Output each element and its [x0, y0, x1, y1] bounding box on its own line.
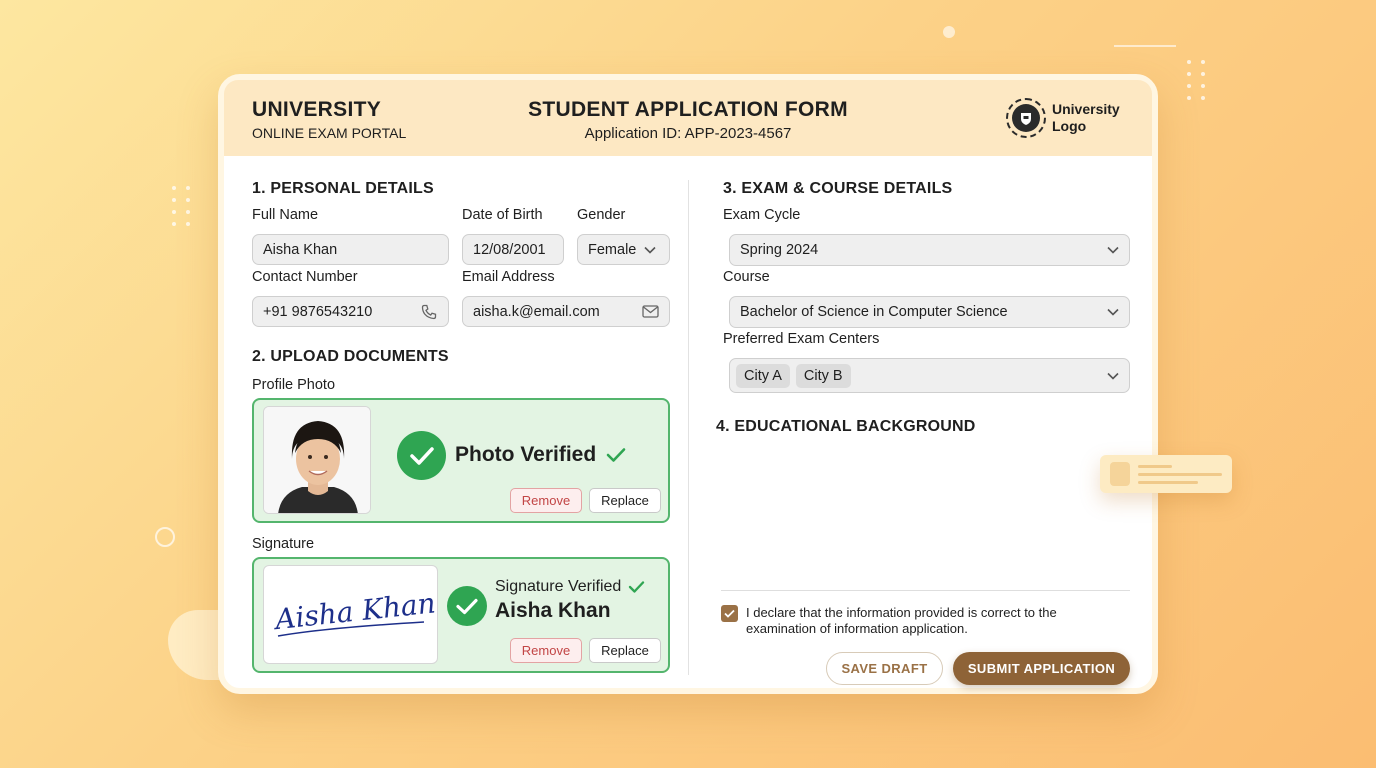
decor-ring: [155, 527, 175, 547]
signature-script: Aisha Khan: [273, 586, 438, 637]
section-divider: [721, 590, 1130, 591]
chevron-down-icon: [1107, 308, 1119, 316]
application-form-card: [218, 74, 1158, 694]
photo-verified-status: [455, 443, 626, 467]
decor-dot-grid: [1187, 60, 1205, 100]
application-id: Application ID: APP-2023-4567: [584, 125, 792, 142]
chevron-down-icon: [1107, 246, 1119, 254]
replace-photo-button[interactable]: Replace: [589, 488, 661, 513]
signature-name: Aisha Khan: [495, 599, 611, 622]
brand-subtitle: ONLINE EXAM PORTAL: [252, 125, 407, 141]
save-draft-button[interactable]: SAVE DRAFT: [826, 652, 943, 685]
profile-photo-label: Profile Photo: [252, 377, 336, 393]
profile-photo: [263, 406, 371, 514]
contact-label: Contact Number: [252, 269, 358, 285]
check-icon: [606, 447, 626, 463]
center-chip[interactable]: City B: [796, 364, 851, 388]
gender-label: Gender: [577, 207, 626, 223]
full-name-value: Aisha Khan: [263, 241, 338, 258]
exam-cycle-value: Spring 2024: [740, 242, 819, 258]
dob-input[interactable]: [462, 234, 564, 265]
declaration: [721, 605, 1121, 637]
exam-cycle-label: Exam Cycle: [723, 207, 801, 223]
exam-centers-multiselect[interactable]: [729, 358, 1130, 393]
course-select[interactable]: [729, 296, 1130, 328]
photo-verified-check-icon: [397, 431, 446, 480]
photo-verified-text: Photo Verified: [455, 443, 597, 466]
full-name-label: Full Name: [252, 207, 319, 223]
section-title-personal: 1. PERSONAL DETAILS: [252, 180, 434, 197]
remove-signature-button[interactable]: Remove: [510, 638, 582, 663]
submit-application-button[interactable]: SUBMIT APPLICATION: [953, 652, 1130, 685]
signature-verified-status: [495, 578, 645, 596]
form-title: STUDENT APPLICATION FORM: [528, 98, 848, 121]
logo-text: University Logo: [1052, 101, 1120, 134]
declaration-checkbox[interactable]: [721, 605, 738, 622]
full-name-input[interactable]: [252, 234, 449, 265]
gender-select[interactable]: [577, 234, 670, 265]
email-label: Email Address: [462, 269, 555, 285]
phone-icon: [420, 303, 438, 321]
section-title-exam: 3. EXAM & COURSE DETAILS: [723, 180, 953, 197]
exam-cycle-select[interactable]: [729, 234, 1130, 266]
exam-centers-label: Preferred Exam Centers: [723, 331, 880, 347]
gender-value: Female: [588, 241, 637, 258]
signature-label: Signature: [252, 536, 315, 552]
university-seal-icon: [1006, 98, 1046, 138]
section-title-uploads: 2. UPLOAD DOCUMENTS: [252, 348, 449, 365]
university-logo: [1006, 98, 1130, 138]
decor-dot: [943, 26, 955, 38]
course-label: Course: [723, 269, 770, 285]
remove-photo-button[interactable]: Remove: [510, 488, 582, 513]
course-value: Bachelor of Science in Computer Science: [740, 304, 1008, 320]
contact-input[interactable]: [252, 296, 449, 327]
signature-verified-check-icon: [447, 586, 487, 626]
decor-line: [1114, 45, 1176, 47]
replace-signature-button[interactable]: Replace: [589, 638, 661, 663]
decor-dot-grid: [172, 186, 190, 226]
section-title-education: 4. EDUCATIONAL BACKGROUND: [716, 418, 976, 435]
email-field[interactable]: [462, 296, 670, 327]
contact-value: +91 9876543210: [263, 303, 373, 320]
form-header: [224, 80, 1152, 156]
email-value: aisha.k@email.com: [473, 303, 600, 320]
check-icon: [628, 580, 645, 594]
column-divider: [688, 180, 689, 675]
mail-icon: [641, 303, 659, 321]
signature-image: [263, 565, 438, 664]
signature-upload: [252, 557, 670, 673]
declaration-text: I declare that the information provided is correct to the examination of information application.: [746, 605, 1057, 636]
profile-photo-upload: [252, 398, 670, 523]
dob-value: 12/08/2001: [473, 241, 546, 258]
signature-verified-text: Signature Verified: [495, 578, 622, 595]
dob-label: Date of Birth: [462, 207, 543, 223]
chevron-down-icon: [641, 241, 659, 259]
brand-title: UNIVERSITY: [252, 98, 382, 121]
decor-floating-card: [1100, 455, 1232, 493]
center-chip[interactable]: City A: [736, 364, 790, 388]
chevron-down-icon: [1107, 372, 1119, 380]
